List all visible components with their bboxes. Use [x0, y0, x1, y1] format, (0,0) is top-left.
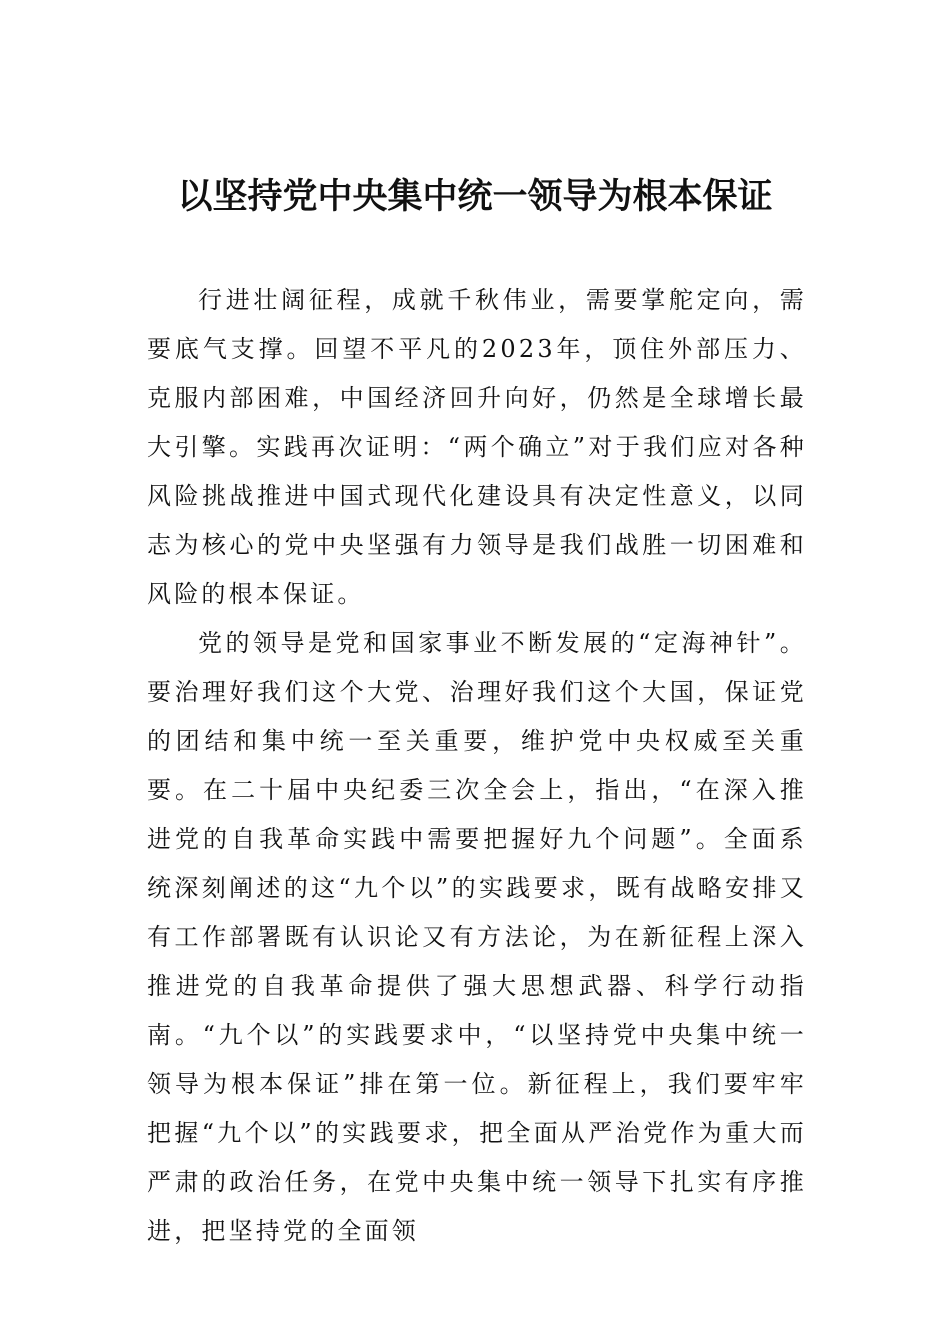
document-title: 以坚持党中央集中统一领导为根本保证 [177, 176, 773, 217]
paragraph-1: 行进壮阔征程，成就千秋伟业，需要掌舵定向，需要底气支撑。回望不平凡的2023年，顶住外部压力、克服内部困难，中国经济回升向好，仍然是全球增长最大引擎。实践再次证明：“两个确立”对于我们应对各种风险挑战推进中国式现代化建设具有决定性意义，以同志为核心的党中央坚强有力领导是我们战胜一切困难和风险的根本保证。 [147, 286, 807, 608]
document-body [147, 276, 807, 1256]
paragraph-2: 党的领导是党和国家事业不断发展的“定海神针”。要治理好我们这个大党、治理好我们这个大国，保证党的团结和集中统一至关重要，维护党中央权威至关重要。在二十届中央纪委三次全会上，指出，“在深入推进党的自我革命实践中需要把握好九个问题”。全面系统深刻阐述的这“九个以”的实践要求，既有战略安排又有工作部署既有认识论又有方法论，为在新征程上深入推进党的自我革命提供了强大思想武器、科学行动指南。“九个以”的实践要求中，“以坚持党中央集中统一领导为根本保证”排在第一位。新征程上，我们要牢牢把握“九个以”的实践要求，把全面从严治党作为重大而严肃的政治任务，在党中央集中统一领导下扎实有序推进，把坚持党的全面领 [147, 629, 807, 1245]
